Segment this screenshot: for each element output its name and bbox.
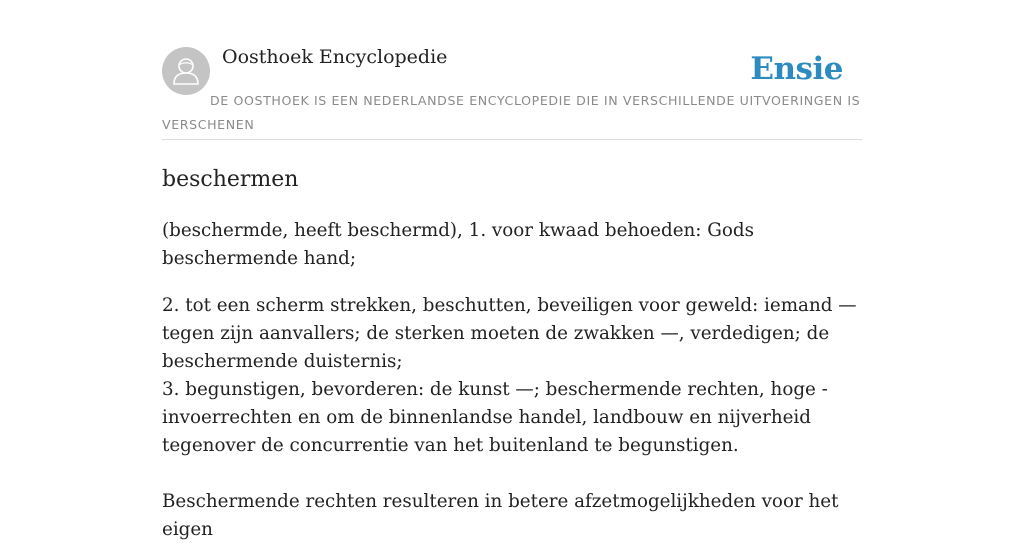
site-name[interactable]: Oosthoek Encyclopedie	[222, 46, 448, 68]
article-title: beschermen	[162, 167, 299, 192]
brand-logo[interactable]: Ensie	[750, 51, 843, 87]
site-tagline: DE OOSTHOEK IS EEN NEDERLANDSE ENCYCLOPEDIE DIE IN VERSCHILLENDE UITVOERINGEN IS VERSCHENEN	[162, 93, 861, 132]
site-header	[162, 0, 862, 140]
article-paragraph-2: 2. tot een scherm strekken, beschutten, beveiligen voor geweld: iemand — tegen zijn aanvallers; de sterken moeten de zwakken —, verdedigen; de beschermende duisternis; 3. begunstigen, bevorderen: de kunst —; beschermende rechten, hoge -invoerrechten en om de binnenlandse handel, landbouw en nijverheid tegenover de concurrentie van het buitenland te begunstigen.	[162, 295, 857, 456]
page-container	[162, 0, 862, 544]
article-paragraph-1: (beschermde, heeft beschermd), 1. voor kwaad behoeden: Gods beschermende hand;	[162, 220, 754, 269]
user-icon[interactable]	[162, 47, 210, 95]
article-paragraph-3: Beschermende rechten resulteren in betere afzetmogelijkheden voor het eigen	[162, 491, 839, 540]
